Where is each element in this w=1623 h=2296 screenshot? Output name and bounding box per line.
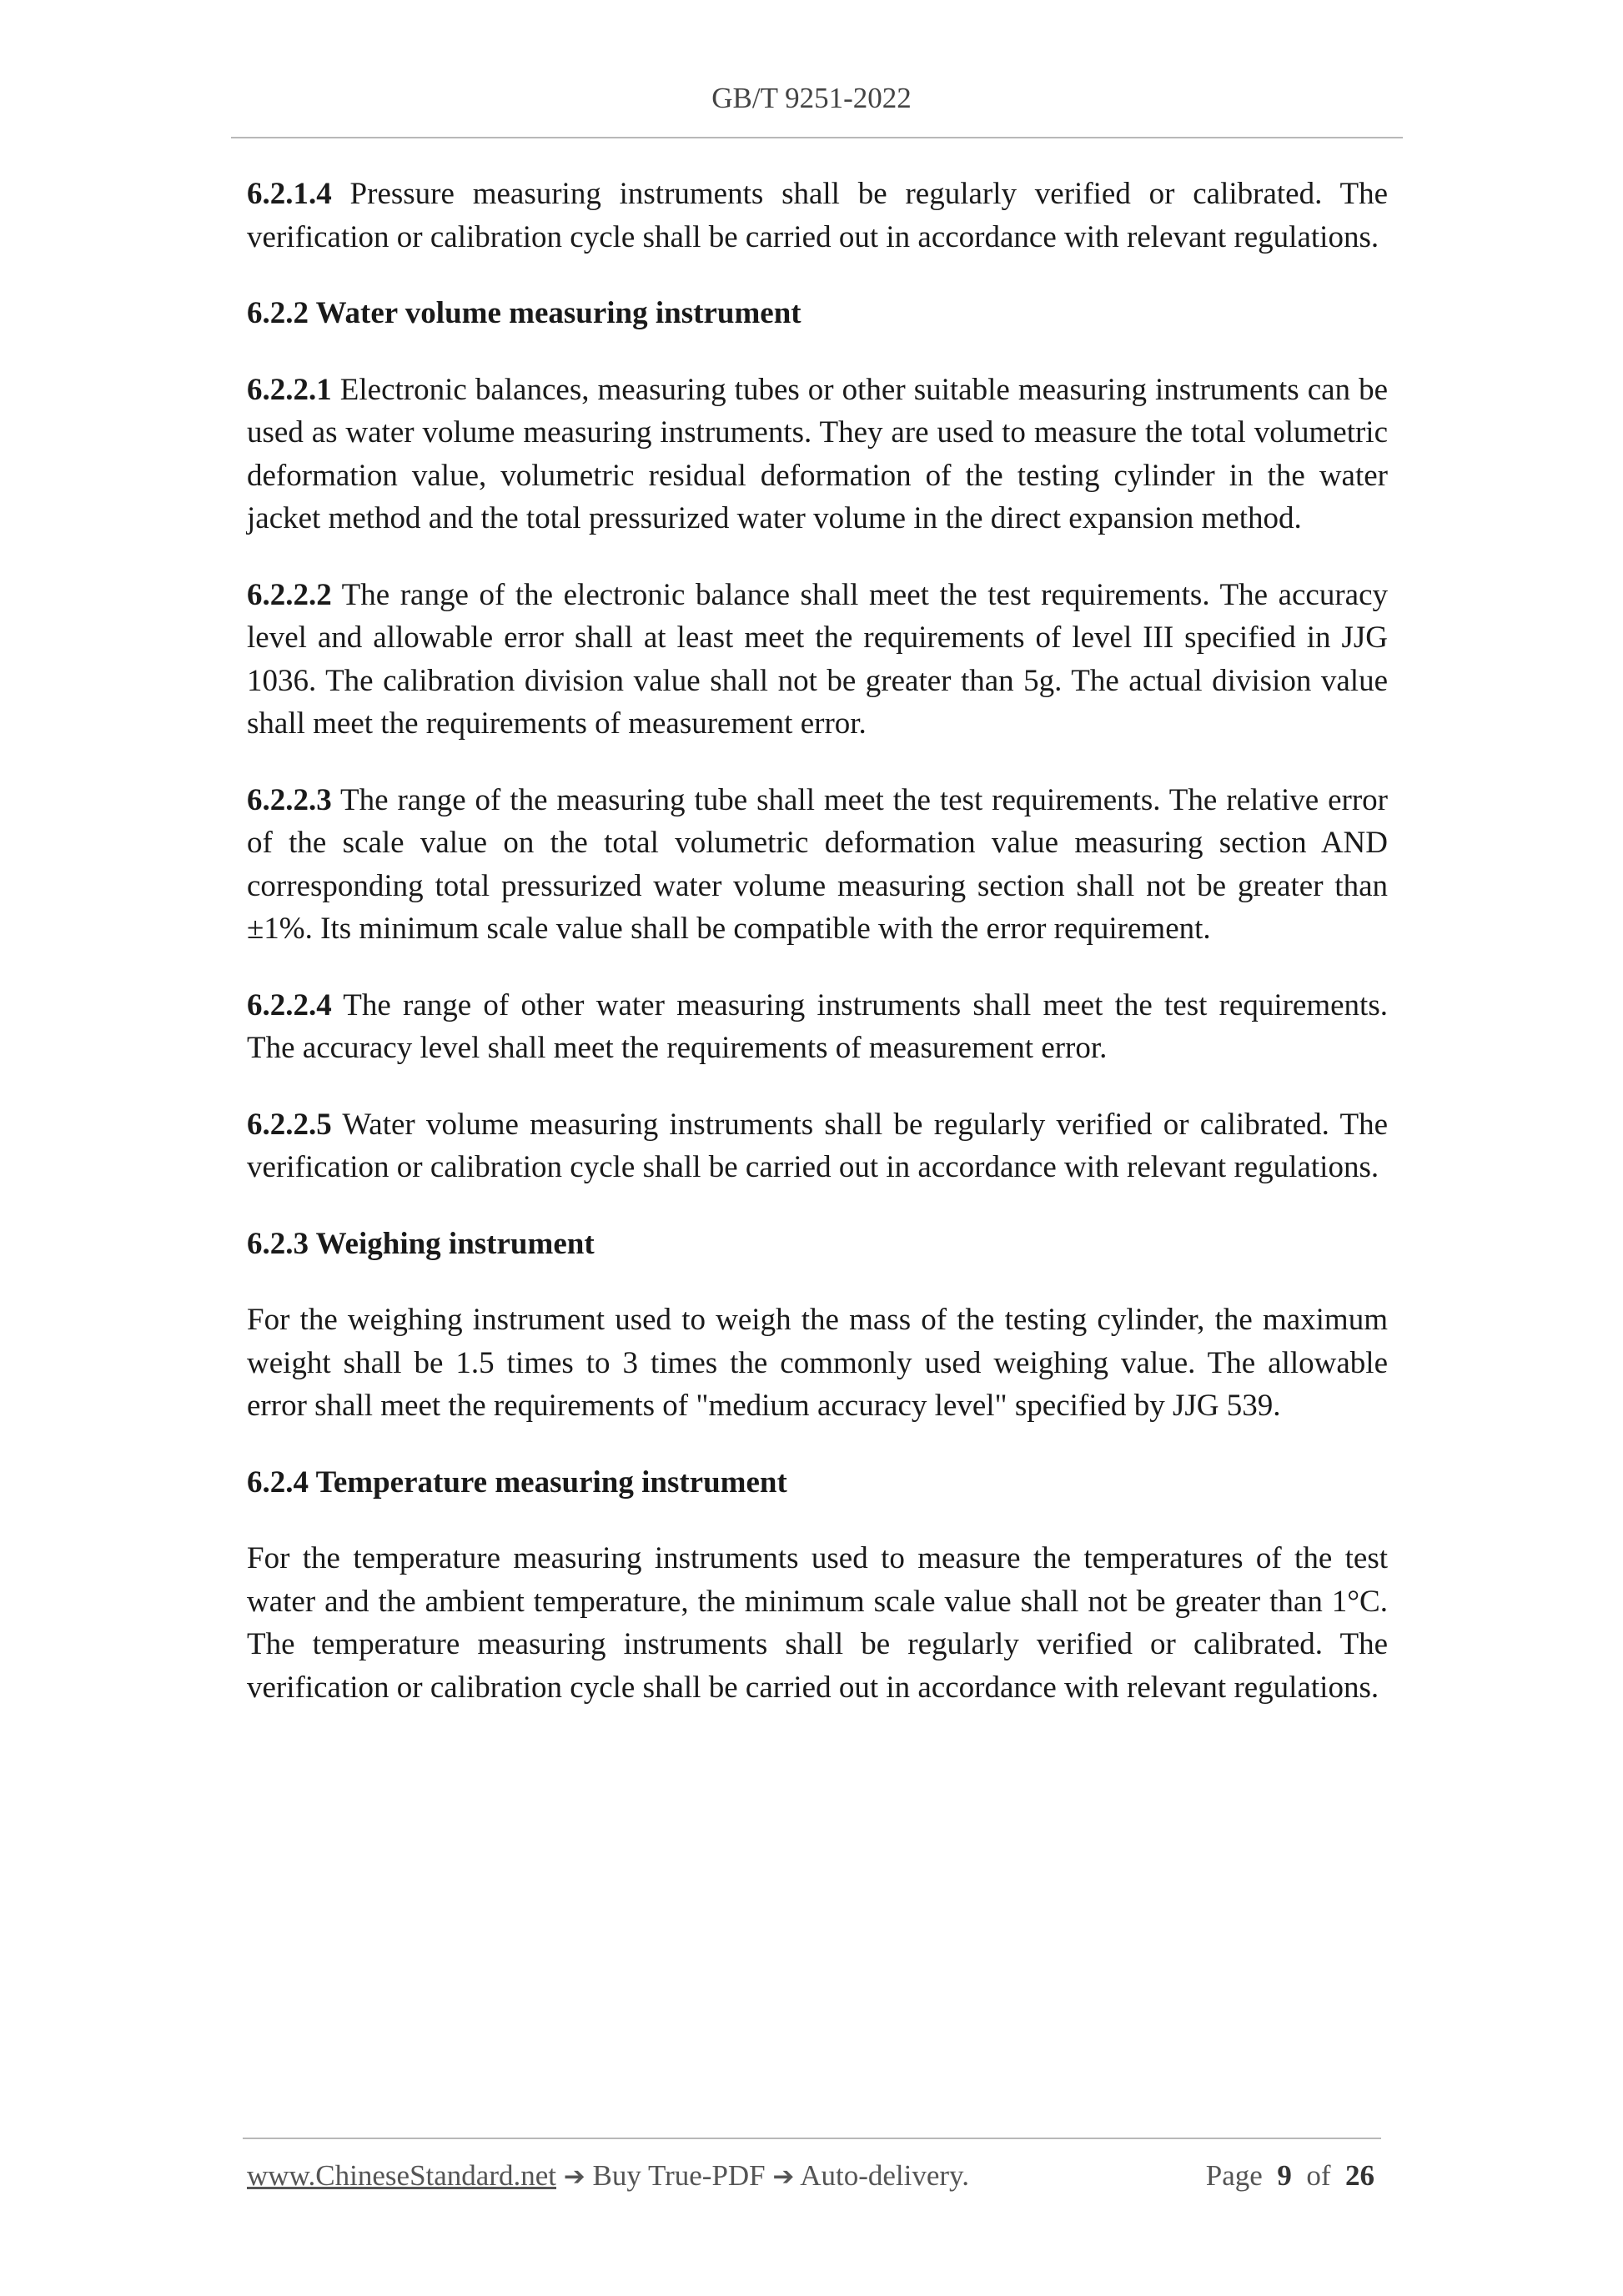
section-heading-6-2-4: 6.2.4 Temperature measuring instrument xyxy=(247,1465,787,1500)
clause-text: Electronic balances, measuring tubes or other suitable measuring instruments can be used as water volume measuring instruments. They are used to measure the total volumetric deformation value, volumetric residual deformation of the testing cylinder in the water jacket method and the total pressurized water volume in the direct expansion method. xyxy=(247,372,1388,535)
clause-text: The range of the electronic balance shall meet the test requirements. The accuracy level and allowable error shall at least meet the requirements of level III specified in JJG 1036. The calibration division value shall not be greater than 5g. The actual division value shall meet the requirements of measurement error. xyxy=(247,577,1388,741)
page-indicator xyxy=(1206,2159,1374,2193)
page-label: Page xyxy=(1205,2159,1263,2192)
arrow-right-icon: ➔ xyxy=(563,2162,585,2192)
paragraph-weighing: For the weighing instrument used to weigh the mass of the testing cylinder, the maximum weight shall be 1.5 times to 3 times the commonly used weighing value. The allowable error shall meet the requirements of "medium accuracy level" specified by JJG 539. xyxy=(247,1303,1388,1423)
clause-number: 6.2.2.3 xyxy=(247,782,332,817)
of-label: of xyxy=(1306,2159,1331,2192)
footer-divider xyxy=(243,2138,1381,2139)
section-heading-6-2-3: 6.2.3 Weighing instrument xyxy=(247,1226,595,1261)
clause-text: Pressure measuring instruments shall be regularly verified or calibrated. The verification or calibration cycle shall be carried out in accordance with relevant regulations. xyxy=(247,177,1388,254)
total-pages: 26 xyxy=(1345,2159,1374,2192)
section-heading-6-2-2: 6.2.2 Water volume measuring instrument xyxy=(247,296,801,330)
page-footer xyxy=(247,2159,1381,2193)
clause-number: 6.2.2.5 xyxy=(247,1107,332,1142)
clause-6-2-2-1 xyxy=(247,369,1388,540)
document-id: GB/T 9251-2022 xyxy=(711,82,912,114)
header-divider xyxy=(231,137,1403,138)
paragraph-temperature: For the temperature measuring instruments used to measure the temperatures of the test water and the ambient temperature, the minimum scale value shall not be greater than 1°C. The temperature measuring instruments shall be regularly verified or calibrated. The verification or calibration cycle shall be carried out in accordance with relevant regulations. xyxy=(247,1541,1388,1705)
clause-text: The range of other water measuring instruments shall meet the test requirements. The accuracy level shall meet the requirements of measurement error. xyxy=(247,987,1388,1065)
clause-6-2-1-4 xyxy=(247,173,1388,259)
clause-number: 6.2.1.4 xyxy=(247,177,332,211)
clause-text: The range of the measuring tube shall meet the test requirements. The relative error of the scale value on the total volumetric deformation value measuring section AND corresponding total pressurized water volume measuring section shall not be greater than ±1%. Its minimum scale value shall be compatible with the error requirement. xyxy=(247,782,1388,946)
clause-6-2-2-4 xyxy=(247,984,1388,1070)
clause-6-2-2-5 xyxy=(247,1103,1388,1189)
page-number: 9 xyxy=(1277,2159,1292,2192)
clause-number: 6.2.2.1 xyxy=(247,372,332,407)
document-body xyxy=(247,173,1388,1742)
buy-text: Buy True-PDF xyxy=(585,2159,773,2192)
arrow-right-icon: ➔ xyxy=(772,2162,795,2192)
clause-number: 6.2.2.4 xyxy=(247,987,332,1022)
clause-text: Water volume measuring instruments shall be regularly verified or calibrated. The verification or calibration cycle shall be carried out in accordance with relevant regulations. xyxy=(247,1107,1388,1184)
clause-number: 6.2.2.2 xyxy=(247,577,332,612)
clause-6-2-2-2 xyxy=(247,574,1388,746)
delivery-text: Auto-delivery. xyxy=(794,2159,970,2192)
clause-6-2-2-3 xyxy=(247,779,1388,951)
page-header xyxy=(0,82,1623,115)
website-link[interactable]: www.ChineseStandard.net xyxy=(247,2159,556,2192)
